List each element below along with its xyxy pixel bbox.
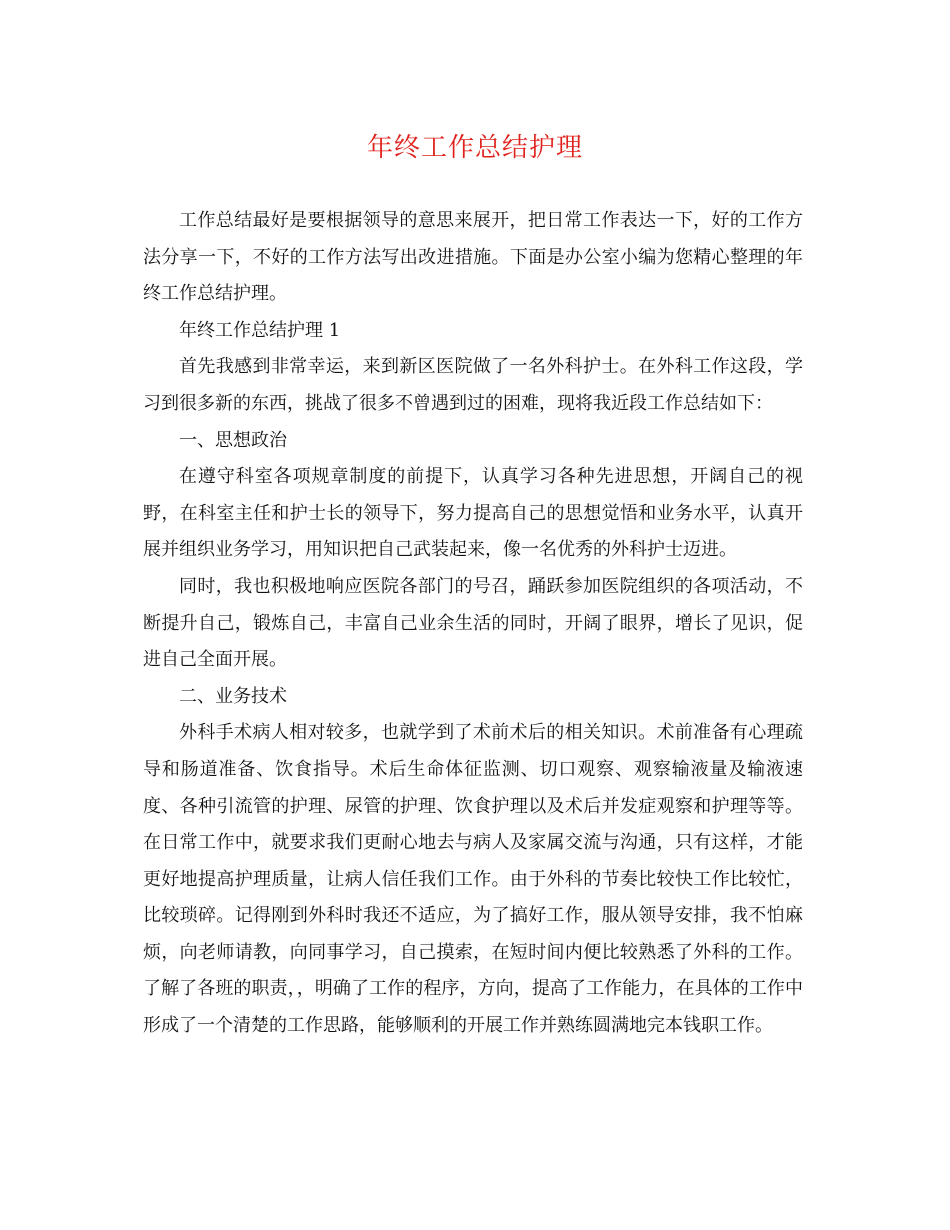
document-body <box>143 203 803 1045</box>
intro-paragraph: 工作总结最好是要根据领导的意思来展开，把日常工作表达一下，好的工作方法分享一下，不好的工作方法写出改进措施。下面是办公室小编为您精心整理的年终工作总结护理。 <box>143 210 803 305</box>
document-title: 年终工作总结护理 <box>366 133 583 163</box>
body-paragraph: 同时，我也积极地响应医院各部门的号召，踊跃参加医院组织的各项活动，不断提升自己，锻炼自己，丰富自己业余生活的同时，开阔了眼界，增长了见识，促进自己全面开展。 <box>143 575 803 671</box>
section-title: 年终工作总结护理 1 <box>179 319 341 341</box>
subsection-heading: 二、业务技术 <box>179 685 287 707</box>
body-paragraph: 首先我感到非常幸运，来到新区医院做了一名外科护士。在外科工作这段，学习到很多新的东西，挑战了很多不曾遇到过的困难，现将我近段工作总结如下： <box>143 356 803 414</box>
body-paragraph: 在遵守科室各项规章制度的前提下，认真学习各种先进思想，开阔自己的视野，在科室主任和护士长的领导下，努力提高自己的思想觉悟和业务水平，认真开展并组织业务学习，用知识把自己武装起来，像一名优秀的外科护士迈进。 <box>143 466 803 561</box>
body-paragraph: 外科手术病人相对较多，也就学到了术前术后的相关知识。术前准备有心理疏导和肠道准备、饮食指导。术后生命体征监测、切口观察、观察输液量及输液速度、各种引流管的护理、尿管的护理、饮食护理以及术后并发症观察和护理等等。在日常工作中，就要求我们更耐心地去与病人及家属交流与沟通，只有这样，才能更好地提高护理质量，让病人信任我们工作。由于外科的节奏比较快工作比较忙，比较琐碎。记得刚到外科时我还不适应，为了搞好工作，服从领导安排，我不怕麻烦，向老师请教，向同事学习，自己摸索，在短时间内便比较熟悉了外科的工作。了解了各班的职责，，明确了工作的程序，方向，提高了工作能力，在具体的工作中形成了一个清楚的工作思路，能够顺利的开展工作并熟练圆满地完本钱职工作。 <box>143 722 803 1037</box>
subsection-heading: 一、思想政治 <box>179 429 287 451</box>
